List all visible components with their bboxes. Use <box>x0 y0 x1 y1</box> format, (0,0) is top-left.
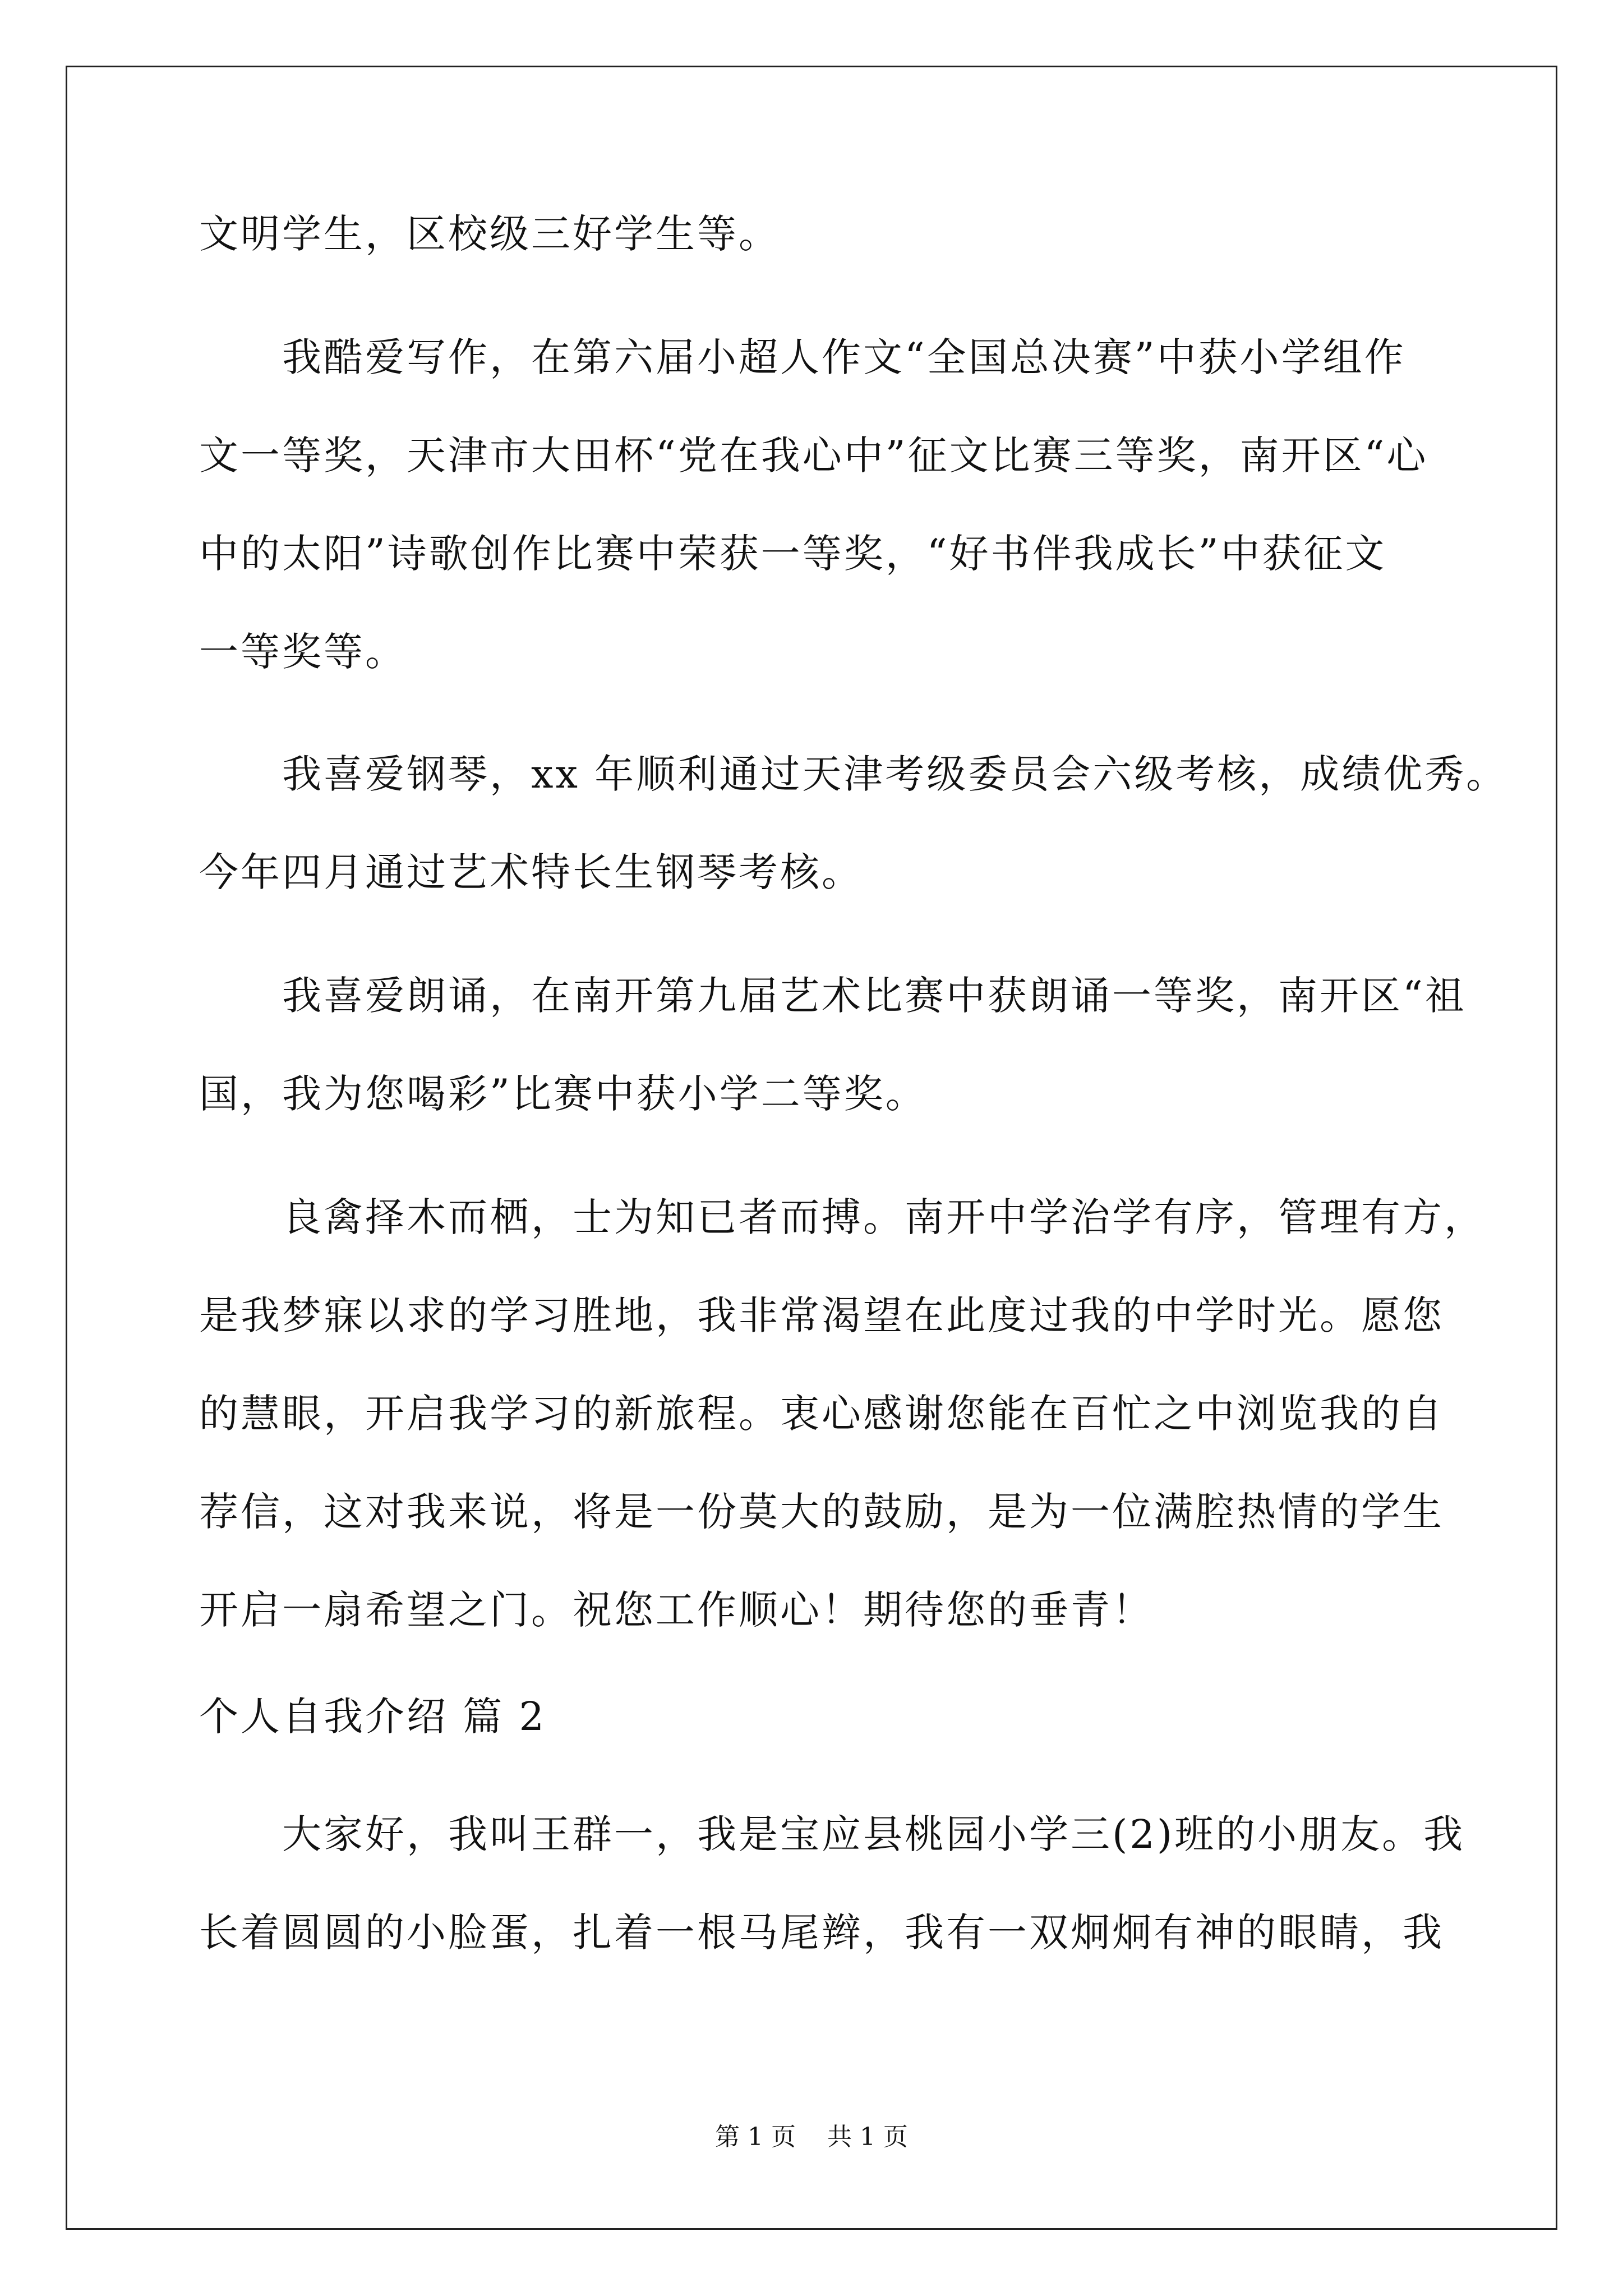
text-line: 中的太阳”诗歌创作比赛中荣获一等奖，“好书伴我成长”中获征文 <box>199 531 1387 577</box>
page-footer: 第 1 页 共 1 页 <box>715 2123 908 2151</box>
text-line: 长着圆圆的小脸蛋，扎着一根马尾辫，我有一双炯炯有神的眼睛，我 <box>199 1910 1444 1955</box>
text-line: 我喜爱钢琴，xx 年顺利通过天津考级委员会六级考核，成绩优秀。 <box>199 751 1508 797</box>
text-line: 是我梦寐以求的学习胜地，我非常渴望在此度过我的中学时光。愿您 <box>199 1292 1444 1338</box>
page-border <box>66 66 1557 2230</box>
text-line: 一等奖等。 <box>199 629 407 675</box>
text-line: 我酷爱写作，在第六届小超人作文“全国总决赛”中获小学组作 <box>199 334 1406 380</box>
text-line: 大家好，我叫王群一，我是宝应县桃园小学三(2)班的小朋友。我 <box>199 1811 1465 1857</box>
text-line: 文明学生，区校级三好学生等。 <box>199 211 780 257</box>
text-line: 我喜爱朗诵，在南开第九届艺术比赛中获朗诵一等奖，南开区“祖 <box>199 973 1467 1019</box>
text-line: 今年四月通过艺术特长生钢琴考核。 <box>199 849 863 895</box>
text-line: 良禽择木而栖，士为知已者而搏。南开中学治学有序，管理有方， <box>199 1194 1486 1240</box>
section-heading: 个人自我介绍 篇 2 <box>199 1694 547 1740</box>
text-line: 文一等奖，天津市大田杯“党在我心中”征文比赛三等奖，南开区“心 <box>199 432 1428 478</box>
text-line: 开启一扇希望之门。祝您工作顺心！期待您的垂青！ <box>199 1587 1154 1633</box>
text-line: 荐信，这对我来说，将是一份莫大的鼓励，是为一位满腔热情的学生 <box>199 1489 1444 1535</box>
text-line: 的慧眼，开启我学习的新旅程。衷心感谢您能在百忙之中浏览我的自 <box>199 1391 1444 1437</box>
text-line: 国，我为您喝彩”比赛中获小学二等奖。 <box>199 1071 927 1117</box>
